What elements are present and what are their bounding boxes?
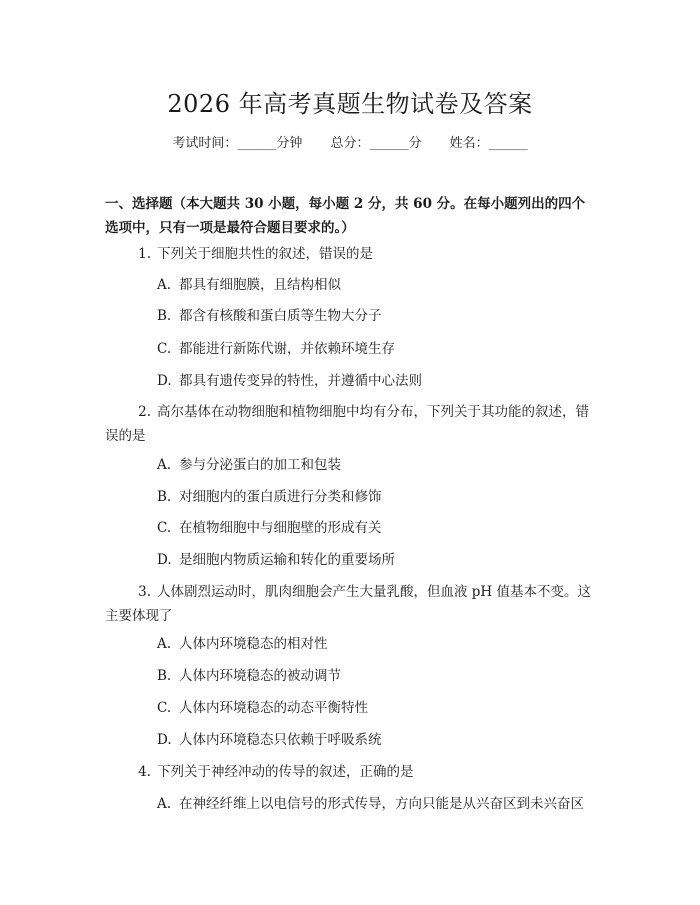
option-letter: C. — [157, 520, 172, 536]
option — [157, 548, 597, 572]
option-text: 人体内环境稳态只依赖于呼吸系统 — [179, 732, 382, 748]
option-text: 对细胞内的蛋白质进行分类和修饰 — [179, 489, 382, 505]
option-letter: D. — [157, 373, 172, 389]
option — [157, 696, 597, 720]
question-number: 1. — [138, 246, 151, 262]
question-number: 3. — [138, 584, 151, 600]
option-letter: C. — [157, 700, 172, 716]
question-number: 4. — [138, 764, 151, 780]
question-4 — [105, 760, 595, 784]
option — [157, 632, 597, 656]
option-text: 都具有细胞膜，且结构相似 — [179, 277, 341, 293]
question-text: 高尔基体在动物细胞和植物细胞中均有分布，下列关于其功能的叙述，错误的是 — [105, 404, 589, 444]
exam-score: 总分：______分 — [330, 136, 422, 151]
option — [157, 792, 597, 816]
option-letter: A. — [157, 636, 172, 652]
option-letter: A. — [157, 277, 172, 293]
option-text: 人体内环境稳态的相对性 — [179, 636, 328, 652]
option-text: 都具有遗传变异的特性，并遵循中心法则 — [179, 373, 422, 389]
option-text: 人体内环境稳态的动态平衡特性 — [179, 700, 368, 716]
option-letter: A. — [157, 796, 172, 812]
question-number: 2. — [138, 404, 151, 420]
option — [157, 728, 597, 752]
option-text: 人体内环境稳态的被动调节 — [179, 668, 341, 684]
option-text: 参与分泌蛋白的加工和包装 — [179, 457, 341, 473]
option — [157, 516, 597, 540]
option-text: 在神经纤维上以电信号的形式传导，方向只能是从兴奋区到未兴奋区 — [179, 796, 584, 812]
option — [157, 337, 597, 361]
option — [157, 304, 597, 328]
option-text: 都含有核酸和蛋白质等生物大分子 — [179, 308, 382, 324]
question-2 — [105, 400, 595, 448]
section-heading: 一、选择题（本大题共 30 小题，每小题 2 分，共 60 分。在每小题列出的四个选项中，只有一项是最符合题目要求的。） — [105, 196, 586, 236]
exam-time: 考试时间：______分钟 — [172, 136, 303, 151]
question-text: 人体剧烈运动时，肌肉细胞会产生大量乳酸，但血液 pH 值基本不变。这主要体现了 — [105, 584, 591, 624]
question-1 — [105, 242, 595, 266]
option-letter: B. — [157, 308, 172, 324]
question-text: 下列关于细胞共性的叙述，错误的是 — [157, 246, 373, 262]
option — [157, 369, 597, 393]
option — [157, 664, 597, 688]
option-letter: A. — [157, 457, 172, 473]
exam-name: 姓名：______ — [449, 136, 528, 151]
option — [157, 453, 597, 477]
page-title: 2026 年高考真题生物试卷及答案 — [167, 90, 533, 118]
option-text: 是细胞内物质运输和转化的重要场所 — [179, 552, 395, 568]
exam-meta — [0, 132, 700, 151]
question-3 — [105, 580, 595, 628]
option-letter: D. — [157, 552, 172, 568]
option — [157, 273, 597, 297]
option-letter: C. — [157, 341, 172, 357]
option-letter: B. — [157, 489, 172, 505]
option-text: 在植物细胞中与细胞壁的形成有关 — [179, 520, 382, 536]
option-text: 都能进行新陈代谢，并依赖环境生存 — [179, 341, 395, 357]
option-letter: B. — [157, 668, 172, 684]
option — [157, 485, 597, 509]
option-letter: D. — [157, 732, 172, 748]
question-text: 下列关于神经冲动的传导的叙述，正确的是 — [157, 764, 414, 780]
